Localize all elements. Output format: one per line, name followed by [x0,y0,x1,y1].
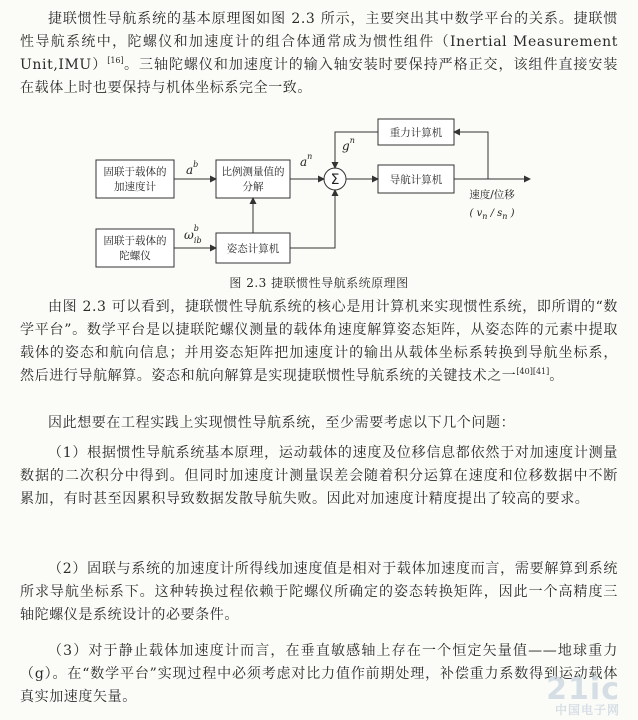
figure-caption: 图 2.3 捷联惯性导航系统原理图 [229,276,409,290]
gravity-symbol: $g^n$ [342,136,355,153]
accel-nav-symbol: $a^n$ [300,152,313,169]
watermark-logo [546,672,620,718]
angular-rate-symbol: $\omega^b$ ib [184,224,202,245]
accelerometer-box-label-2: 加速度计 [114,181,156,193]
paragraph-item-2: （2）固联与系统的加速度计所得线加速度值是相对于载体加速度而言，需要解算到系统所求导航坐标系下。这种转换过程依赖于陀螺仪所确定的姿态转换矩阵，因此一个高精度三轴陀螺仪是系统设计的必要条件。 [20,561,618,623]
resolution-box-label-2: 分解 [242,181,264,193]
paragraph-core [20,296,618,388]
navigation-computer-label: 导航计算机 [389,174,443,186]
paragraph-core-tail: 。 [549,368,564,384]
figure-sins-diagram [0,108,638,274]
paragraph-intro-text: 捷联惯性导航系统的基本原理图如图 2.3 所示，主要突出其中数学平台的关系。捷联惯性导航系统中，陀螺仪和加速度计的组合体通常成为惯性组件（Inertial Measurement Unit,IMU） [20,11,618,73]
sum-symbol: Σ [330,172,340,188]
attitude-computer-label: 姿态计算机 [226,243,280,255]
citation-40-41: [40][41] [516,367,550,376]
gyroscope-box-label-1: 固联于载体的 [103,235,167,247]
paragraph-intro [20,8,618,100]
output-label: 速度/位移 [469,189,515,201]
paragraph-core-text: 由图 2.3 可以看到，捷联惯性导航系统的核心是用计算机来实现惯性系统，即所谓的“数学平台”。数学平台是以捷联陀螺仪测量的载体角速度解算姿态矩阵，从姿态阵的元素中提取载体的姿态和航向信息；并用姿态矩阵把加速度计的输出从载体坐标系转换到导航坐标系，然后进行导航解算。姿态和航向解算是实现捷联惯性导航系统的关键技术之一 [20,299,618,384]
resolution-box-label-1: 比例测量值的 [221,166,285,178]
paragraph-item-3: （3）对于静止载体加速度计而言，在垂直敏感轴上存在一个恒定矢量值——地球重力（g）。在“数学平台”实现过程中必须考虑对比力值作前期处理，补偿重力系数得到运动载体真实加速度矢量。 [20,643,618,705]
paragraph-item-1: （1）根据惯性导航系统基本原理，运动载体的速度及位移信息都依然于对加速度计测量数据的二次积分中得到。但同时加速度计测量误差会随着积分运算在速度和位移数据中不断累加，有时甚至因累积导致数据发散导航失败。因此对加速度计精度提出了较高的要求。 [20,445,618,507]
paragraph-questions-intro: 因此想要在工程实践上实现惯性导航系统，至少需要考虑以下几个问题： [48,415,516,431]
accelerometer-box-label-1: 固联于载体的 [103,166,167,178]
citation-16: [16] [107,56,124,65]
accel-symbol: $a^b$ [186,160,199,177]
watermark-sub-text: 中国电子网 [554,703,620,717]
output-symbol: ( $v_n / s_n$ ) [469,208,515,221]
gravity-computer-label: 重力计算机 [389,127,443,139]
gyroscope-box-label-2: 陀螺仪 [119,250,151,262]
paragraph-intro-tail: 。三轴陀螺仪和加速度计的输入轴安装时要保持严格正交，该组件直接安装在载体上时也要保持与机体坐标系完全一致。 [20,57,618,96]
watermark-logo-text: 21ic [546,672,620,707]
